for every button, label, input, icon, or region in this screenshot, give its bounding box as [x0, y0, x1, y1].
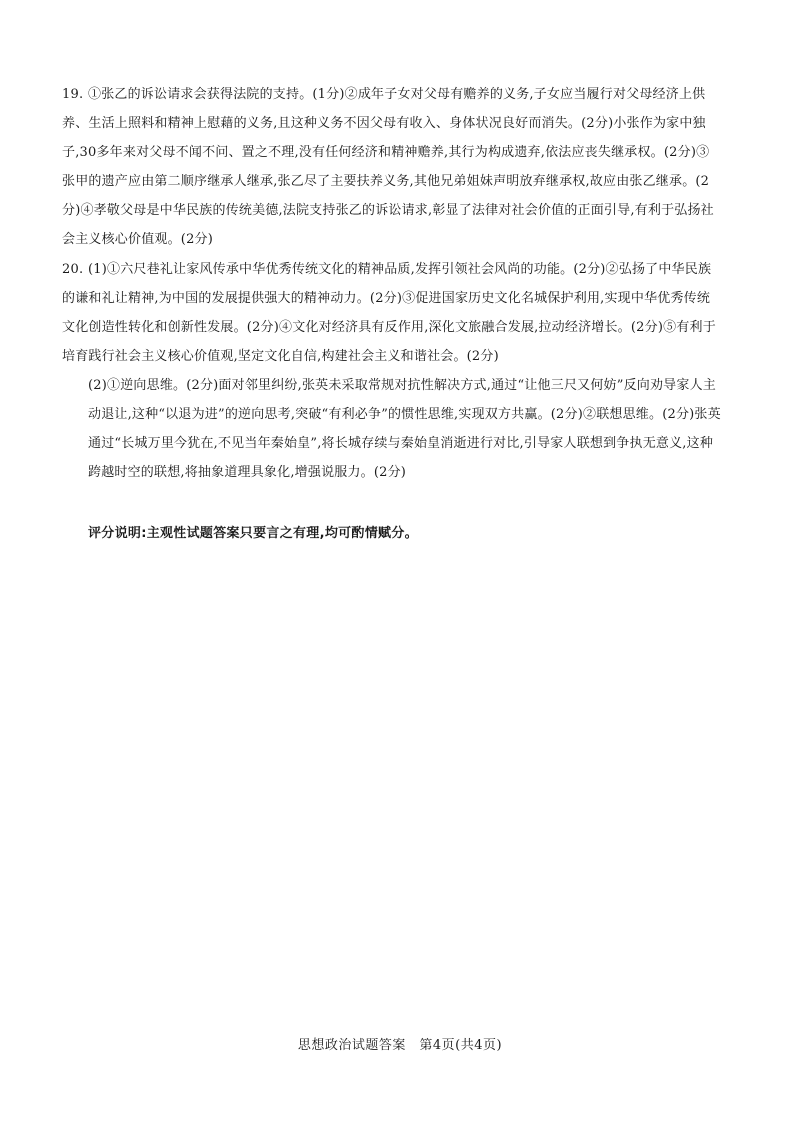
question-19-body: ①张乙的诉讼请求会获得法院的支持。(1分)②成年子女对父母有赡养的义务,子女应当履行对父母经济上供养、生活上照料和精神上慰藉的义务,且这种义务不因父母有收入、身体状况良好而消失。(2分)小张作为家中独子,30多年来对父母不闻不问、置之不理,没有任何经济和精神赡养,其行为构成遗弃,依法应丧失继承权。(2分)③张甲的遗产应由第二顺序继承人继承,张乙尽了主要扶养义务,其他兄弟姐妹声明放弃继承权,故应由张乙继承。(2分)④孝敬父母是中华民族的传统美德,法院支持张乙的诉讼请求,彰显了法律对社会价值的正面引导,有利于弘扬社会主义核心价值观。(2分) [62, 87, 714, 247]
question-19-answer [62, 80, 722, 254]
question-20-part-2: (2)①逆向思维。(2分)面对邻里纠纷,张英未采取常规对抗性解决方式,通过“让他三尺又何妨”反向劝导家人主动退让,这种“以退为进”的逆向思考,突破“有利必争”的惯性思维,实现双方共赢。(2分)②联想思维。(2分)张英通过“长城万里今犹在,不见当年秦始皇”,将长城存续与秦始皇消逝进行对比,引导家人联想到争执无意义,这种跨越时空的联想,将抽象道理具象化,增强说服力。(2分) [88, 378, 721, 480]
page-footer: 思想政治试题答案 第4页(共4页) [297, 1038, 503, 1053]
question-19-text [62, 80, 722, 254]
question-20-part-1-body: (1)①六尺巷礼让家风传承中华优秀传统文化的精神品质,发挥引领社会风尚的功能。(2分)②弘扬了中华民族的谦和礼让精神,为中国的发展提供强大的精神动力。(2分)③促进国家历史文化名城保护利用,实现中华优秀传统文化创造性转化和创新性发展。(2分)④文化对经济具有反作用,深化文旅融合发展,拉动经济增长。(2分)⑤有利于培育践行社会主义核心价值观,坚定文化自信,构建社会主义和谐社会。(2分) [62, 262, 716, 364]
question-20-answer [62, 255, 722, 487]
question-20-part-1 [62, 255, 722, 371]
grading-note: 评分说明:主观性试题答案只要言之有理,均可酌情赋分。 [88, 526, 418, 541]
question-19-number: 19. [62, 87, 84, 102]
question-20-number: 20. [62, 262, 84, 277]
